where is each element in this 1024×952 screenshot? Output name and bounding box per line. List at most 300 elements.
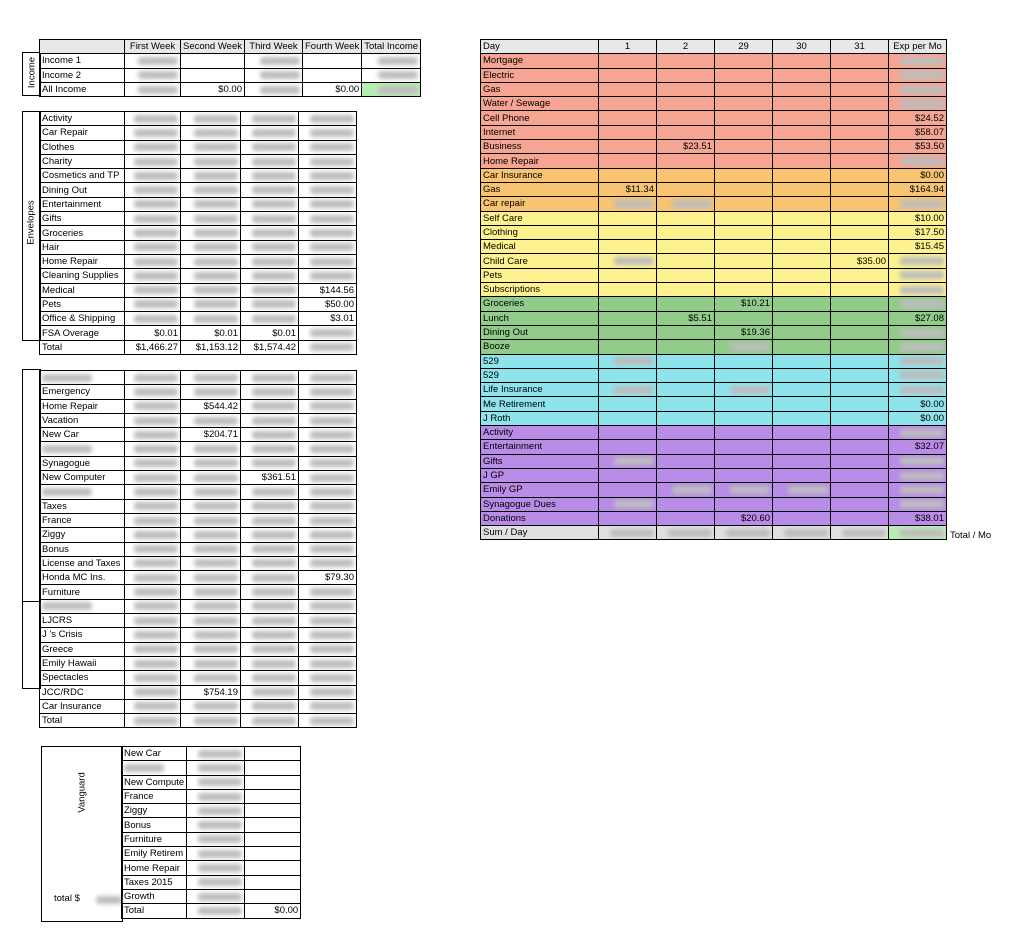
cell[interactable] xyxy=(299,183,357,197)
cell[interactable] xyxy=(125,671,181,685)
cell[interactable] xyxy=(241,312,299,326)
cell[interactable] xyxy=(773,340,831,354)
cell[interactable]: Clothing xyxy=(481,225,599,239)
cell[interactable] xyxy=(181,183,241,197)
cell[interactable] xyxy=(773,68,831,82)
cell[interactable] xyxy=(657,383,715,397)
cell[interactable] xyxy=(599,54,657,68)
cell[interactable] xyxy=(831,54,889,68)
cell[interactable] xyxy=(299,240,357,254)
cell[interactable]: $15.45 xyxy=(889,240,947,254)
cell[interactable] xyxy=(125,685,181,699)
cell[interactable] xyxy=(831,240,889,254)
cell[interactable] xyxy=(831,511,889,525)
cell[interactable] xyxy=(241,513,299,527)
cell[interactable]: Car repair xyxy=(481,197,599,211)
cell[interactable] xyxy=(241,599,299,613)
cell[interactable] xyxy=(181,699,241,713)
cell[interactable]: $1,466.27 xyxy=(125,340,181,354)
cell[interactable] xyxy=(244,82,302,96)
cell[interactable] xyxy=(773,54,831,68)
cell[interactable] xyxy=(889,254,947,268)
cell[interactable] xyxy=(244,54,302,68)
cell[interactable]: Sum / Day xyxy=(481,526,599,540)
cell[interactable]: 529 xyxy=(481,354,599,368)
cell[interactable]: $38.01 xyxy=(889,511,947,525)
cell[interactable] xyxy=(831,383,889,397)
cell[interactable] xyxy=(125,82,181,96)
cell[interactable] xyxy=(181,140,241,154)
cell[interactable] xyxy=(181,513,241,527)
cell[interactable] xyxy=(181,671,241,685)
cell[interactable] xyxy=(889,383,947,397)
cell[interactable] xyxy=(299,197,357,211)
cell[interactable]: $20.60 xyxy=(715,511,773,525)
cell[interactable] xyxy=(599,240,657,254)
cell[interactable] xyxy=(125,471,181,485)
cell[interactable] xyxy=(599,454,657,468)
cell[interactable]: $0.00 xyxy=(181,82,245,96)
cell[interactable] xyxy=(831,354,889,368)
cell[interactable] xyxy=(831,125,889,139)
cell[interactable] xyxy=(715,140,773,154)
cell[interactable] xyxy=(599,197,657,211)
cell[interactable]: Growth xyxy=(122,889,187,903)
cell[interactable] xyxy=(241,671,299,685)
cell[interactable] xyxy=(773,168,831,182)
cell[interactable] xyxy=(657,426,715,440)
cell[interactable] xyxy=(125,371,181,385)
cell[interactable] xyxy=(125,269,181,283)
cell[interactable] xyxy=(773,426,831,440)
cell[interactable] xyxy=(831,297,889,311)
cell[interactable] xyxy=(125,642,181,656)
cell[interactable]: $754.19 xyxy=(181,685,241,699)
cell[interactable] xyxy=(187,789,245,803)
cell[interactable] xyxy=(599,411,657,425)
cell[interactable] xyxy=(299,699,357,713)
cell[interactable] xyxy=(599,397,657,411)
cell[interactable] xyxy=(299,385,357,399)
cell[interactable]: Taxes 2015 xyxy=(122,875,187,889)
cell[interactable] xyxy=(299,685,357,699)
cell[interactable]: $0.01 xyxy=(241,326,299,340)
cell[interactable] xyxy=(831,82,889,96)
cell[interactable] xyxy=(40,599,125,613)
cell[interactable]: Cell Phone xyxy=(481,111,599,125)
cell[interactable] xyxy=(657,454,715,468)
cell[interactable] xyxy=(181,542,241,556)
cell[interactable] xyxy=(299,642,357,656)
cell[interactable] xyxy=(831,168,889,182)
cell[interactable] xyxy=(657,182,715,196)
cell[interactable] xyxy=(241,183,299,197)
cell[interactable] xyxy=(181,154,241,168)
cell[interactable]: Car Insurance xyxy=(481,168,599,182)
cell[interactable]: Business xyxy=(481,140,599,154)
cell[interactable] xyxy=(599,140,657,154)
cell[interactable]: Vacation xyxy=(40,413,125,427)
cell[interactable] xyxy=(125,442,181,456)
cell[interactable]: France xyxy=(122,789,187,803)
cell[interactable] xyxy=(181,169,241,183)
cell[interactable] xyxy=(125,513,181,527)
cell[interactable] xyxy=(889,82,947,96)
cell[interactable]: $27.08 xyxy=(889,311,947,325)
cell[interactable] xyxy=(599,68,657,82)
cell[interactable] xyxy=(187,904,245,918)
cell[interactable] xyxy=(241,499,299,513)
cell[interactable]: Bonus xyxy=(122,818,187,832)
cell[interactable]: New Car xyxy=(40,428,125,442)
cell[interactable] xyxy=(657,111,715,125)
cell[interactable] xyxy=(181,556,241,570)
cell[interactable] xyxy=(715,440,773,454)
cell[interactable] xyxy=(715,354,773,368)
cell[interactable]: New Computer xyxy=(40,471,125,485)
cell[interactable] xyxy=(831,154,889,168)
cell[interactable] xyxy=(889,354,947,368)
cell[interactable] xyxy=(241,699,299,713)
cell[interactable] xyxy=(773,97,831,111)
cell[interactable] xyxy=(657,240,715,254)
cell[interactable] xyxy=(362,54,421,68)
cell[interactable] xyxy=(125,499,181,513)
cell[interactable] xyxy=(657,68,715,82)
cell[interactable] xyxy=(773,283,831,297)
cell[interactable] xyxy=(657,54,715,68)
cell[interactable]: $23.51 xyxy=(657,140,715,154)
cell[interactable] xyxy=(299,413,357,427)
cell[interactable] xyxy=(657,254,715,268)
cell[interactable] xyxy=(362,68,421,82)
cell[interactable] xyxy=(657,297,715,311)
cell[interactable] xyxy=(245,847,301,861)
cell[interactable] xyxy=(241,685,299,699)
cell[interactable] xyxy=(599,483,657,497)
cell[interactable] xyxy=(599,426,657,440)
cell[interactable]: $11.34 xyxy=(599,182,657,196)
cell[interactable] xyxy=(125,112,181,126)
cell[interactable] xyxy=(299,371,357,385)
cell[interactable]: Pets xyxy=(481,268,599,282)
cell[interactable] xyxy=(299,485,357,499)
cell[interactable] xyxy=(181,371,241,385)
cell[interactable] xyxy=(889,526,947,540)
cell[interactable]: Medical xyxy=(40,283,125,297)
cell[interactable] xyxy=(889,426,947,440)
cell[interactable] xyxy=(181,599,241,613)
cell[interactable] xyxy=(299,169,357,183)
cell[interactable]: Electric xyxy=(481,68,599,82)
cell[interactable] xyxy=(187,875,245,889)
cell[interactable] xyxy=(299,628,357,642)
cell[interactable] xyxy=(245,875,301,889)
cell[interactable]: Activity xyxy=(481,426,599,440)
cell[interactable] xyxy=(773,154,831,168)
cell[interactable]: $1,574.42 xyxy=(241,340,299,354)
cell[interactable] xyxy=(773,411,831,425)
cell[interactable] xyxy=(715,254,773,268)
cell[interactable] xyxy=(241,283,299,297)
cell[interactable]: $0.01 xyxy=(125,326,181,340)
cell[interactable] xyxy=(889,154,947,168)
cell[interactable]: Furniture xyxy=(122,832,187,846)
cell[interactable]: FSA Overage xyxy=(40,326,125,340)
cell[interactable] xyxy=(299,254,357,268)
cell[interactable] xyxy=(181,212,241,226)
cell[interactable] xyxy=(831,325,889,339)
cell[interactable] xyxy=(181,240,241,254)
cell[interactable] xyxy=(657,440,715,454)
cell[interactable] xyxy=(125,628,181,642)
cell[interactable]: Gifts xyxy=(481,454,599,468)
cell[interactable] xyxy=(187,775,245,789)
cell[interactable]: Home Repair xyxy=(40,254,125,268)
cell[interactable] xyxy=(657,497,715,511)
cell[interactable] xyxy=(599,268,657,282)
cell[interactable] xyxy=(715,97,773,111)
cell[interactable] xyxy=(299,212,357,226)
cell[interactable] xyxy=(181,413,241,427)
cell[interactable] xyxy=(715,182,773,196)
cell[interactable]: $0.00 xyxy=(245,904,301,918)
cell[interactable] xyxy=(181,642,241,656)
cell[interactable] xyxy=(181,283,241,297)
cell[interactable] xyxy=(773,225,831,239)
cell[interactable] xyxy=(599,354,657,368)
cell[interactable]: $32.07 xyxy=(889,440,947,454)
cell[interactable]: Medical xyxy=(481,240,599,254)
cell[interactable] xyxy=(299,714,357,728)
cell[interactable] xyxy=(125,614,181,628)
cell[interactable]: $79.30 xyxy=(299,571,357,585)
cell[interactable] xyxy=(125,126,181,140)
cell[interactable] xyxy=(125,485,181,499)
cell[interactable]: Synagogue Dues xyxy=(481,497,599,511)
cell[interactable] xyxy=(299,340,357,354)
cell[interactable] xyxy=(889,497,947,511)
cell[interactable]: Me Retirement xyxy=(481,397,599,411)
cell[interactable]: Clothes xyxy=(40,140,125,154)
cell[interactable] xyxy=(125,226,181,240)
cell[interactable]: $5.51 xyxy=(657,311,715,325)
cell[interactable] xyxy=(599,211,657,225)
cell[interactable] xyxy=(599,111,657,125)
cell[interactable] xyxy=(773,511,831,525)
cell[interactable] xyxy=(889,268,947,282)
cell[interactable] xyxy=(889,325,947,339)
cell[interactable] xyxy=(241,428,299,442)
cell[interactable] xyxy=(299,399,357,413)
cell[interactable] xyxy=(831,225,889,239)
cell[interactable]: Gifts xyxy=(40,212,125,226)
cell[interactable] xyxy=(715,383,773,397)
cell[interactable] xyxy=(657,283,715,297)
cell[interactable]: Entertainment xyxy=(40,197,125,211)
cell[interactable] xyxy=(599,440,657,454)
cell[interactable]: Emergency xyxy=(40,385,125,399)
cell[interactable] xyxy=(599,511,657,525)
cell[interactable] xyxy=(181,456,241,470)
cell[interactable] xyxy=(181,442,241,456)
cell[interactable]: $53.50 xyxy=(889,140,947,154)
cell[interactable] xyxy=(299,671,357,685)
cell[interactable] xyxy=(599,526,657,540)
cell[interactable] xyxy=(773,268,831,282)
cell[interactable]: Groceries xyxy=(481,297,599,311)
cell[interactable] xyxy=(773,311,831,325)
cell[interactable]: $0.00 xyxy=(889,397,947,411)
cell[interactable] xyxy=(831,340,889,354)
cell[interactable] xyxy=(125,528,181,542)
cell[interactable] xyxy=(181,297,241,311)
cell[interactable]: Car Insurance xyxy=(40,699,125,713)
cell[interactable] xyxy=(181,269,241,283)
cell[interactable]: $0.00 xyxy=(889,168,947,182)
cell[interactable] xyxy=(773,440,831,454)
cell[interactable]: J GP xyxy=(481,468,599,482)
cell[interactable] xyxy=(125,571,181,585)
cell[interactable] xyxy=(773,197,831,211)
cell[interactable]: Charity xyxy=(40,154,125,168)
cell[interactable] xyxy=(187,818,245,832)
cell[interactable] xyxy=(244,68,302,82)
cell[interactable] xyxy=(715,240,773,254)
cell[interactable] xyxy=(241,197,299,211)
cell[interactable] xyxy=(773,354,831,368)
cell[interactable] xyxy=(831,440,889,454)
cell[interactable] xyxy=(299,599,357,613)
cell[interactable]: $17.50 xyxy=(889,225,947,239)
cell[interactable]: Honda MC Ins. xyxy=(40,571,125,585)
cell[interactable]: Donations xyxy=(481,511,599,525)
cell[interactable] xyxy=(181,126,241,140)
cell[interactable] xyxy=(125,254,181,268)
cell[interactable] xyxy=(299,471,357,485)
cell[interactable] xyxy=(831,426,889,440)
cell[interactable] xyxy=(657,526,715,540)
cell[interactable] xyxy=(241,212,299,226)
cell[interactable]: Cleaning Supplies xyxy=(40,269,125,283)
cell[interactable] xyxy=(715,340,773,354)
cell[interactable] xyxy=(773,140,831,154)
cell[interactable]: Entertainment xyxy=(481,440,599,454)
cell[interactable] xyxy=(773,368,831,382)
cell[interactable]: 529 xyxy=(481,368,599,382)
cell[interactable] xyxy=(657,397,715,411)
cell[interactable] xyxy=(299,269,357,283)
cell[interactable] xyxy=(245,861,301,875)
cell[interactable] xyxy=(599,283,657,297)
cell[interactable] xyxy=(40,485,125,499)
cell[interactable]: New Compute xyxy=(122,775,187,789)
cell[interactable] xyxy=(181,471,241,485)
cell[interactable] xyxy=(187,889,245,903)
cell[interactable] xyxy=(299,656,357,670)
cell[interactable] xyxy=(657,125,715,139)
cell[interactable] xyxy=(773,454,831,468)
cell[interactable] xyxy=(831,197,889,211)
cell[interactable] xyxy=(125,456,181,470)
cell[interactable] xyxy=(181,585,241,599)
cell[interactable] xyxy=(187,847,245,861)
cell[interactable] xyxy=(299,226,357,240)
cell[interactable]: $24.52 xyxy=(889,111,947,125)
cell[interactable] xyxy=(125,399,181,413)
cell[interactable] xyxy=(715,82,773,96)
cell[interactable]: Cosmetics and TP xyxy=(40,169,125,183)
cell[interactable] xyxy=(181,614,241,628)
cell[interactable]: Greece xyxy=(40,642,125,656)
cell[interactable] xyxy=(889,468,947,482)
cell[interactable] xyxy=(773,82,831,96)
cell[interactable] xyxy=(773,526,831,540)
cell[interactable] xyxy=(241,140,299,154)
cell[interactable] xyxy=(125,312,181,326)
cell[interactable] xyxy=(599,225,657,239)
cell[interactable] xyxy=(181,571,241,585)
cell[interactable] xyxy=(889,483,947,497)
cell[interactable] xyxy=(889,97,947,111)
cell[interactable]: Pets xyxy=(40,297,125,311)
cell[interactable]: $164.94 xyxy=(889,182,947,196)
cell[interactable]: JCC/RDC xyxy=(40,685,125,699)
cell[interactable] xyxy=(245,818,301,832)
cell[interactable]: $0.00 xyxy=(889,411,947,425)
cell[interactable]: New Car xyxy=(122,747,187,761)
cell[interactable]: License and Taxes xyxy=(40,556,125,570)
cell[interactable]: Subscriptions xyxy=(481,283,599,297)
cell[interactable] xyxy=(657,368,715,382)
cell[interactable] xyxy=(362,82,421,96)
cell[interactable] xyxy=(125,656,181,670)
cell[interactable] xyxy=(241,714,299,728)
cell[interactable] xyxy=(181,197,241,211)
cell[interactable]: Office & Shipping xyxy=(40,312,125,326)
cell[interactable] xyxy=(187,804,245,818)
cell[interactable] xyxy=(125,585,181,599)
cell[interactable] xyxy=(299,614,357,628)
cell[interactable] xyxy=(831,68,889,82)
cell[interactable] xyxy=(241,456,299,470)
cell[interactable] xyxy=(181,54,245,68)
cell[interactable] xyxy=(831,311,889,325)
cell[interactable] xyxy=(299,112,357,126)
cell[interactable] xyxy=(715,426,773,440)
cell[interactable] xyxy=(599,325,657,339)
cell[interactable] xyxy=(241,169,299,183)
cell[interactable] xyxy=(715,197,773,211)
cell[interactable] xyxy=(181,112,241,126)
cell[interactable]: Self Care xyxy=(481,211,599,225)
cell[interactable] xyxy=(181,656,241,670)
cell[interactable] xyxy=(181,628,241,642)
cell[interactable] xyxy=(657,511,715,525)
cell[interactable] xyxy=(241,126,299,140)
cell[interactable] xyxy=(125,240,181,254)
cell[interactable] xyxy=(181,499,241,513)
cell[interactable]: LJCRS xyxy=(40,614,125,628)
cell[interactable]: Life Insurance xyxy=(481,383,599,397)
cell[interactable] xyxy=(831,468,889,482)
cell[interactable] xyxy=(241,442,299,456)
cell[interactable] xyxy=(241,154,299,168)
cell[interactable]: J Roth xyxy=(481,411,599,425)
cell[interactable] xyxy=(299,428,357,442)
cell[interactable] xyxy=(599,311,657,325)
cell[interactable] xyxy=(241,642,299,656)
